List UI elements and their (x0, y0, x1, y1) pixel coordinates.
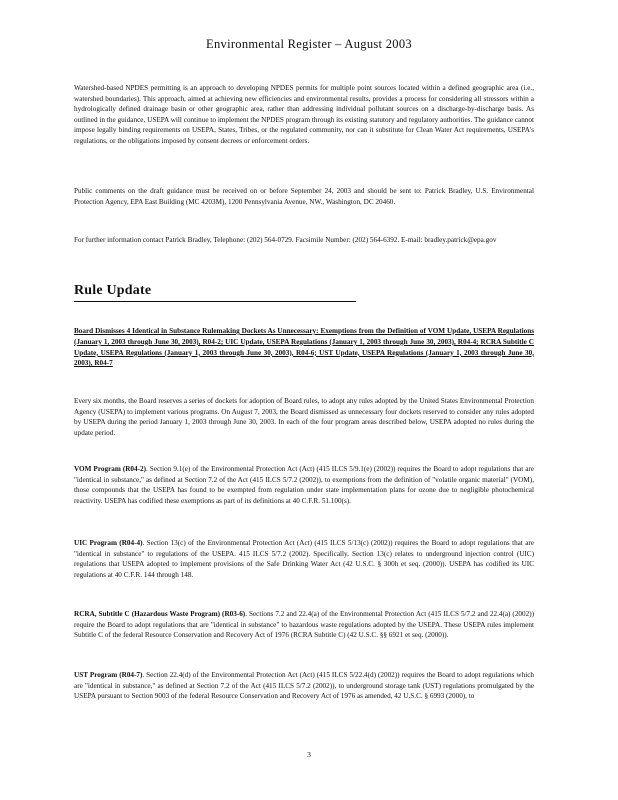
paragraph-vom (74, 464, 534, 506)
paragraph-ust (74, 670, 534, 702)
page-header: Environmental Register – August 2003 (206, 37, 412, 51)
paragraph-uic (74, 538, 534, 580)
article-heading (74, 326, 534, 369)
uic-lead: UIC Program (R04-4) (74, 539, 143, 547)
paragraph-public-comments: Public comments on the draft guidance must be received on or before September 24, 2003 and should be sent to: Patrick Bradley, U.S. Environmental Protection Agency, EPA East Building (MC 4203M), 1200 Pennsylvania Avenue, NW., Washington, DC 20460. (74, 187, 534, 206)
article-heading-text: Board Dismisses 4 Identical in Substance Rulemaking Dockets As Unnecessary: Exemptions from the Definition of VOM Update, USEPA Regulations (January 1, 2003 through June 30, 2003), R04-2; UIC Update, USEPA Regulations (January 1, 2003 through June 30, 2003), R04-4; RCRA Subtitle C Update, USEPA Regulations (January 1, 2003 through June 30, 2003), R04-6; UST Update, USEPA Regulations (January 1, 2003 through June 30, 2003), R04-7 (74, 327, 534, 368)
paragraph-watershed: Watershed-based NPDES permitting is an approach to developing NPDES permits for multiple point sources located within a defined geographic area (i.e., watershed boundaries). This approach, aimed at achieving new efficiencies and environmental results, provides a process for considering all stressors within a hydrologically defined drainage basin or other geographic area, rather than addressing individual pollutant sources on a discharge-by-discharge basis. As outlined in the guidance, USEPA will continue to implement the NPDES program through its existing statutory and regulatory authorities. The guidance cannot impose legally binding requirements on USEPA, States, Tribes, or the regulated community, nor can it substitute for Clean Water Act requirements, USEPA's regulations, or the obligations imposed by consent decrees or enforcement orders. (74, 84, 534, 145)
ust-lead: UST Program (R04-7) (74, 671, 143, 679)
paragraph-contact: For further information contact Patrick Bradley, Telephone: (202) 564-0729. Facsimile Number: (202) 564-6392. E-mail: bradley.patrick@epa.gov (74, 236, 497, 244)
section-title: Rule Update (74, 283, 152, 298)
paragraph-rcra (74, 609, 534, 641)
rcra-lead: RCRA, Subtitle C (Hazardous Waste Program) (R03-6) (74, 610, 246, 618)
ust-text: . Section 22.4(d) of the Environmental Protection Act (Act) (415 ILCS 5/22.4(d) (2002)) requires the Board to adopt regulations which are "identical in substance," as defined at Section 7.2 of the Act (415 ILCS 5/7.2 (2002)), to underground storage tank (UST) regulations promulgated by the USEPA pursuant to Section 9003 of the federal Resource Conservation and Recovery Act of 1976 as amended, 42 U.S.C. § 6993 (2000), to (74, 671, 534, 701)
vom-text: . Section 9.1(e) of the Environmental Protection Act (Act) (415 ILCS 5/9.1(e) (2002)) requires the Board to adopt regulations that are "identical in substance," as defined at Section 7.2 of the Act (415 ILCS 5/7.2 (2002)), to exemptions from the definition of "volatile organic material" (VOM), those compounds that the USEPA has found to be exempted from regulation under state implementation plans for ozone due to negligible photochemical reactivity. USEPA has codified these exemptions as part of its definitions at 40 C.F.R. 51.100(s). (74, 465, 535, 505)
uic-text: . Section 13(c) of the Environmental Protection Act (Act) (415 ILCS 5/13(c) (2002)) requires the Board to adopt regulations that are "identical in substance" to regulations of the USEPA. 415 ILCS 5/7.2 (2002). Specifically, Section 13(c) relates to underground injection control (UIC) regulations that USEPA adopted to implement provisions of the Safe Drinking Water Act (42 U.S.C. § 300h et seq. (2000)). USEPA has codified its UIC regulations at 40 C.F.R. 144 through 148. (74, 539, 534, 579)
vom-lead: VOM Program (R04-2) (74, 465, 146, 473)
section-divider (74, 301, 356, 302)
rcra-text: . Sections 7.2 and 22.4(a) of the Environmental Protection Act (415 ILCS 5/7.2 and 22.4(a) (2002)) require the Board to adopt regulations that are "identical in substance" to hazardous waste regulations adopted by the USEPA. These USEPA rules implement Subtitle C of the federal Resource Conservation and Recovery Act of 1976 (RCRA Subtitle C) (42 U.S.C. §§ 6921 et seq. (2000)). (74, 610, 534, 640)
paragraph-intro: Every six months, the Board reserves a series of dockets for adoption of Board rules, to adopt any rules adopted by the United States Environmental Protection Agency (USEPA) to implement various programs. On August 7, 2003, the Board dismissed as unnecessary four dockets reserved to consider any rules adopted by USEPA during the period January 1, 2003 through June 30, 2003. In each of the four program areas described below, USEPA adopted no rules during the update period. (74, 397, 534, 437)
page-number: 3 (307, 750, 311, 759)
